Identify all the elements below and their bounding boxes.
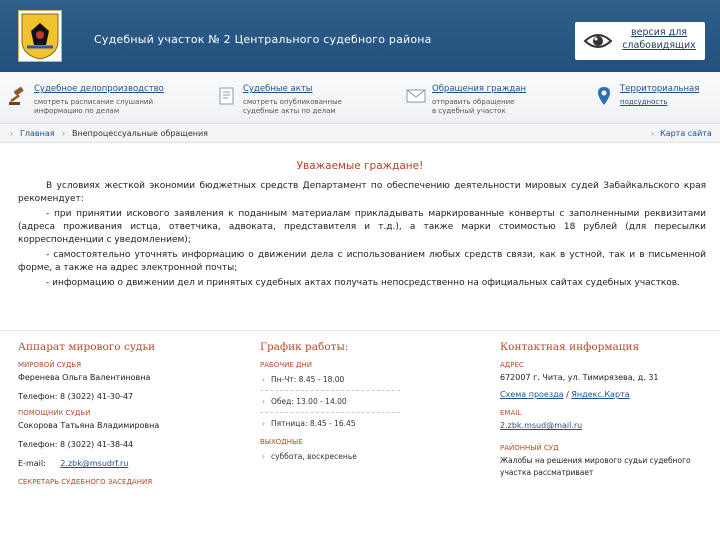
district-court-text: Жалобы на решения мирового судьи судебного участка рассматривает (500, 456, 691, 477)
assistant-phone: Телефон: 8 (3022) 41-38-44 (18, 440, 134, 449)
schedule-heading: График работы: (260, 341, 349, 353)
services-bar (0, 72, 720, 124)
chevron-right-icon: › (651, 129, 655, 138)
judge-label: МИРОВОЙ СУДЬЯ (18, 361, 82, 369)
assistant-label: ПОМОЩНИК СУДЬИ (18, 409, 91, 417)
email-row (18, 459, 238, 468)
judge-phone: Телефон: 8 (3022) 41-30-47 (18, 392, 134, 401)
document-icon (217, 86, 237, 106)
secretary-label: СЕКРЕТАРЬ СУДЕБНОГО ЗАСЕДАНИЯ (18, 478, 153, 486)
chevron-right-icon: › (262, 452, 265, 461)
accessibility-version-label: версия для слабовидящих (622, 27, 696, 51)
contact-email-link[interactable]: 2.zbk.msud@mail.ru (500, 421, 583, 430)
address-value: 672007 г. Чита, ул. Тимирязева, д. 31 (500, 373, 659, 382)
service-description: отправить обращение в судебный участок (432, 98, 515, 115)
schedule-row: › Пн-Чт: 8.45 - 18.00 (262, 375, 345, 384)
service-title[interactable]: Судебное делопроизводство (34, 84, 164, 94)
schedule-row: › Обед: 13.00 - 14.00 (262, 397, 347, 406)
site-title: Судебный участок № 2 Центрального судебного района (94, 33, 432, 46)
map-links (500, 390, 710, 399)
site-header (0, 0, 720, 72)
coat-of-arms-logo[interactable] (18, 10, 62, 62)
map-links-separator: / (566, 390, 569, 399)
breadcrumb-home[interactable]: Главная (20, 129, 55, 138)
service-title[interactable]: Территориальная (620, 84, 700, 94)
service-description (620, 98, 667, 107)
apparatus-column (18, 341, 238, 486)
service-description: смотреть расписание слушаний информацию по делам (34, 98, 154, 115)
district-court-label: РАЙОННЫЙ СУД (500, 444, 559, 452)
assistant-name: Сокорова Татьяна Владимировна (18, 421, 160, 430)
footer-info (0, 330, 720, 540)
email-link[interactable]: 2.zbk@msudrf.ru (60, 459, 129, 468)
chevron-right-icon: › (262, 419, 265, 428)
chevron-right-icon: › (10, 129, 14, 138)
breadcrumb-current: Внепроцессуальные обращения (72, 129, 208, 138)
weekend-row: › суббота, воскресенье (262, 452, 357, 461)
address-label: АДРЕС (500, 361, 524, 369)
notice-paragraph: - при принятии искового заявления к поданным материалам прикладывать маркированные конверты с заполненными реквизитами (адреса проживания истца, ответчика, адвоката, представителя и т.д.), а также марки стоимостью 18 рублей (для пересылки корреспонденции с уведомлением); (18, 209, 706, 245)
eye-icon (583, 29, 613, 53)
email-value (500, 421, 710, 430)
accessibility-version-button[interactable] (575, 22, 705, 60)
notice-paragraph: - самостоятельно уточнять информацию о движении дела с использованием любых средств связи, как в устной, так и в письменной форме, а также на адрес электронной почты; (18, 250, 706, 273)
chevron-right-icon: › (262, 397, 265, 406)
email-label: EMAIL (500, 409, 522, 417)
contacts-heading: Контактная информация (500, 341, 640, 353)
yandex-map-link[interactable]: Яндекс.Карта (571, 390, 630, 399)
contacts-column (500, 341, 710, 477)
notice-paragraph: В условиях жесткой экономии бюджетных средств Департамент по обеспечению деятельности мировых судей Забайкальского края рекомендует: (18, 181, 706, 204)
sitemap-link[interactable]: Карта сайта (660, 129, 712, 138)
chevron-right-icon: › (62, 129, 66, 138)
weekend-label: ВЫХОДНЫЕ (260, 438, 303, 446)
breadcrumb (0, 125, 720, 143)
envelope-icon (406, 86, 426, 106)
apparatus-heading: Аппарат мирового судьи (18, 341, 156, 353)
notice-title: Уважаемые граждане! (296, 160, 424, 172)
chevron-right-icon: › (262, 375, 265, 384)
schedule-row: › Пятница: 8.45 - 16.45 (262, 419, 356, 428)
schedule-column (260, 341, 460, 461)
map-pin-icon (594, 86, 614, 106)
gavel-icon (8, 86, 28, 106)
judge-name: Ференева Ольга Валентиновна (18, 373, 151, 382)
workdays-label: РАБОЧИЕ ДНИ (260, 361, 312, 369)
route-scheme-link[interactable]: Схема проезда (500, 390, 564, 399)
notice-paragraph: - информацию о движении дел и принятых судебных актах получать непосредственно на официальных сайтах судебных участков. (46, 278, 680, 288)
divider (260, 412, 400, 413)
service-description: смотреть опубликованные судебные акты по делам (243, 98, 342, 115)
jurisdiction-link[interactable]: подсудность (620, 98, 668, 106)
divider (260, 390, 400, 391)
service-title[interactable]: Обращения граждан (432, 84, 527, 94)
service-title[interactable]: Судебные акты (243, 84, 313, 94)
notice-body (18, 180, 706, 292)
email-label: E-mail: (18, 459, 46, 468)
